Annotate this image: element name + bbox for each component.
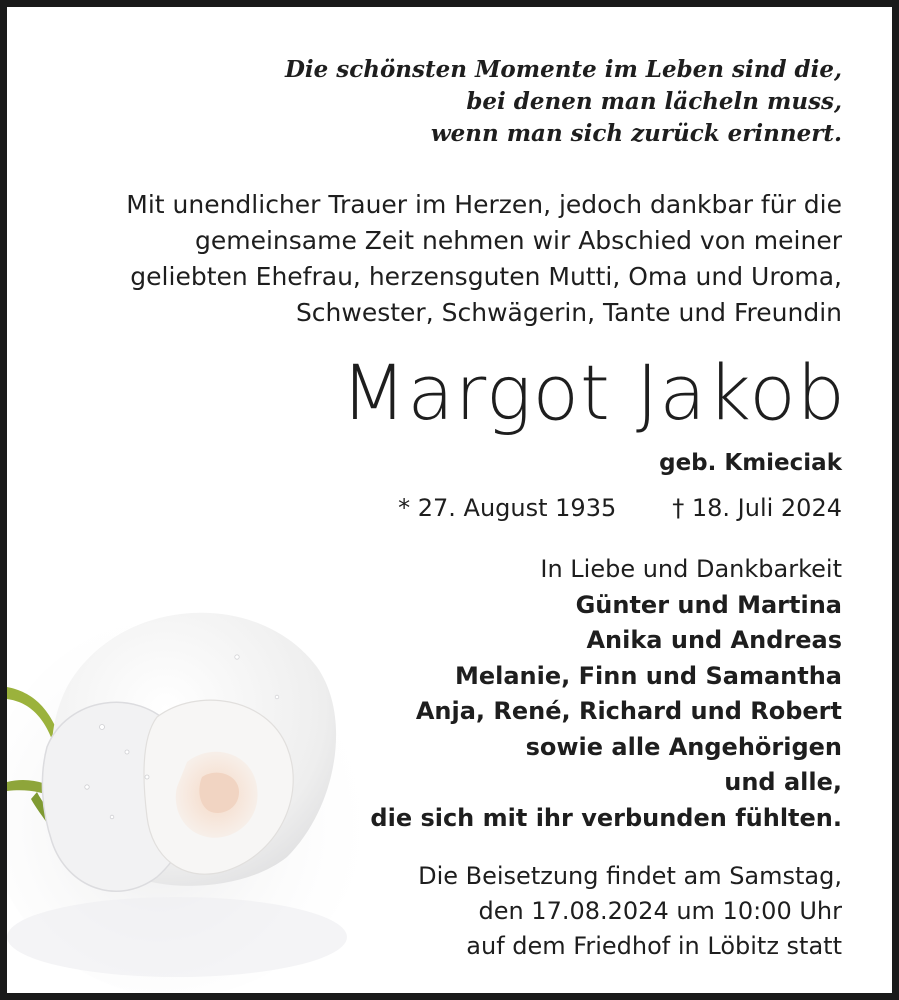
mourner-name: und alle, [724,768,842,796]
birth-date: * 27. August 1935 [398,494,617,522]
deceased-name: Margot Jakob [340,348,846,437]
funeral-line: auf dem Friedhof in Löbitz statt [466,932,842,960]
funeral-line: Die Beisetzung findet am Samstag, [418,862,842,890]
life-dates [42,491,842,525]
funeral-details [242,859,842,964]
mourners-list [242,552,842,836]
motto-line: Die schönsten Momente im Leben sind die, [284,56,842,83]
mourner-name: sowie alle Angehörigen [525,732,842,761]
intro-line: gemeinsame Zeit nehmen wir Abschied von meiner [194,226,842,255]
intro-paragraph [22,187,842,331]
motto-quote [42,54,842,150]
mourner-name: Günter und Martina [575,590,842,619]
funeral-line: den 17.08.2024 um 10:00 Uhr [478,897,842,925]
mourner-name: Melanie, Finn und Samantha [454,661,842,690]
intro-line: Mit unendlicher Trauer im Herzen, jedoch dankbar für die [126,190,842,219]
intro-line: Schwester, Schwägerin, Tante und Freundin [295,298,842,327]
mourner-name: Anika und Andreas [586,626,842,654]
mourners-lead: In Liebe und Dankbarkeit [540,555,842,583]
mourner-name: die sich mit ihr verbunden fühlten. [370,803,842,832]
intro-line: geliebten Ehefrau, herzensguten Mutti, Oma und Uroma, [130,262,842,291]
mourner-name: Anja, René, Richard und Robert [415,697,842,725]
motto-line: bei denen man lächeln muss, [466,88,842,115]
birth-name: geb. Kmieciak [659,450,842,476]
motto-line: wenn man sich zurück erinnert. [430,120,842,147]
death-date: † 18. Juli 2024 [672,494,842,522]
